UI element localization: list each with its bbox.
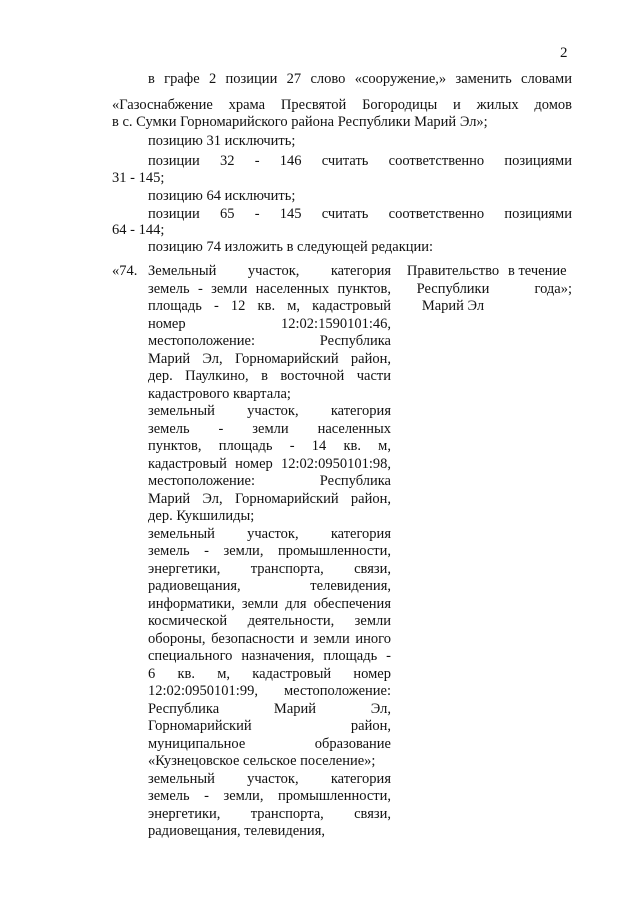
description-line: обороны, безопасности и земли иного (148, 630, 391, 647)
description-line: радиовещания, телевидения, (148, 578, 391, 594)
description-line: местоположение: Республика (148, 473, 391, 489)
description-line: «Кузнецовское сельское поселение»; (148, 753, 376, 769)
description-line: местоположение: Республика (148, 333, 391, 349)
intro-line-2: «Газоснабжение храма Пресвятой Богородицы и жилых домов (112, 97, 572, 113)
description-line: кадастрового квартала; (148, 385, 291, 402)
description-line: Горномарийский район, (148, 718, 391, 734)
description-line: земельный участок, категория (148, 403, 391, 419)
description-line: Марий Эл, Горномарийский район, (148, 490, 391, 507)
authority-line: Республики (416, 280, 490, 297)
description-line: космической деятельности, земли (148, 613, 391, 629)
authority-line: Марий Эл (421, 298, 485, 314)
description-line: Республика Марий Эл, (148, 700, 391, 717)
description-line: земельный участок, категория (148, 525, 391, 542)
description-line: 6 кв. м, кадастровый номер (148, 665, 391, 682)
description-line: кадастровый номер 12:02:0950101:98, (148, 455, 391, 472)
entry-authority (400, 263, 506, 316)
description-line: земельный участок, категория (148, 770, 391, 787)
description-line: Земельный участок, категория (148, 263, 391, 279)
description-line: дер. Паулкино, в восточной части (148, 368, 391, 384)
deadline-line: в течение (508, 263, 567, 279)
description-line: площадь - 12 кв. м, кадастровый (148, 298, 391, 314)
entry-deadline (508, 263, 572, 298)
description-line: номер 12:02:1590101:46, (148, 315, 391, 332)
intro-line-8: позиции 65 - 145 считать соответственно позициями (148, 206, 572, 222)
description-line: дер. Кукшилиды; (148, 508, 255, 524)
description-line: муниципальное образование (148, 735, 391, 752)
intro-line-10: позицию 74 изложить в следующей редакции: (148, 239, 434, 255)
description-line: информатики, земли для обеспечения (148, 595, 391, 612)
intro-line-6: 31 - 145; (112, 170, 165, 186)
intro-line-4: позицию 31 исключить; (148, 133, 296, 149)
description-line: пунктов, площадь - 14 кв. м, (148, 438, 391, 454)
intro-line-5: позиции 32 - 146 считать соответственно позициями (148, 153, 572, 169)
description-line: земель - земли, промышленности, (148, 543, 391, 559)
description-line: Марий Эл, Горномарийский район, (148, 350, 391, 367)
description-line: земель - земли населенных пунктов, (148, 280, 391, 297)
description-line: радиовещания, телевидения, (148, 823, 325, 839)
authority-line: Правительство (406, 263, 500, 279)
intro-line-9: 64 - 144; (112, 222, 165, 238)
description-line: энергетики, транспорта, связи, (148, 805, 391, 822)
description-line: 12:02:0950101:99, местоположение: (148, 683, 391, 699)
entry-number: «74. (112, 263, 138, 279)
intro-line-7: позицию 64 исключить; (148, 188, 296, 204)
entry-description (148, 263, 391, 841)
page-number: 2 (560, 45, 568, 61)
description-line: энергетики, транспорта, связи, (148, 560, 391, 577)
deadline-line: года»; (534, 280, 572, 297)
intro-line-1: в графе 2 позиции 27 слово «сооружение,» заменить словами (148, 71, 572, 87)
description-line: земель - земли населенных (148, 420, 391, 437)
description-line: земель - земли, промышленности, (148, 788, 391, 804)
description-line: специального назначения, площадь - (148, 648, 391, 664)
intro-line-3: в с. Сумки Горномарийского района Республики Марий Эл»; (112, 114, 488, 130)
